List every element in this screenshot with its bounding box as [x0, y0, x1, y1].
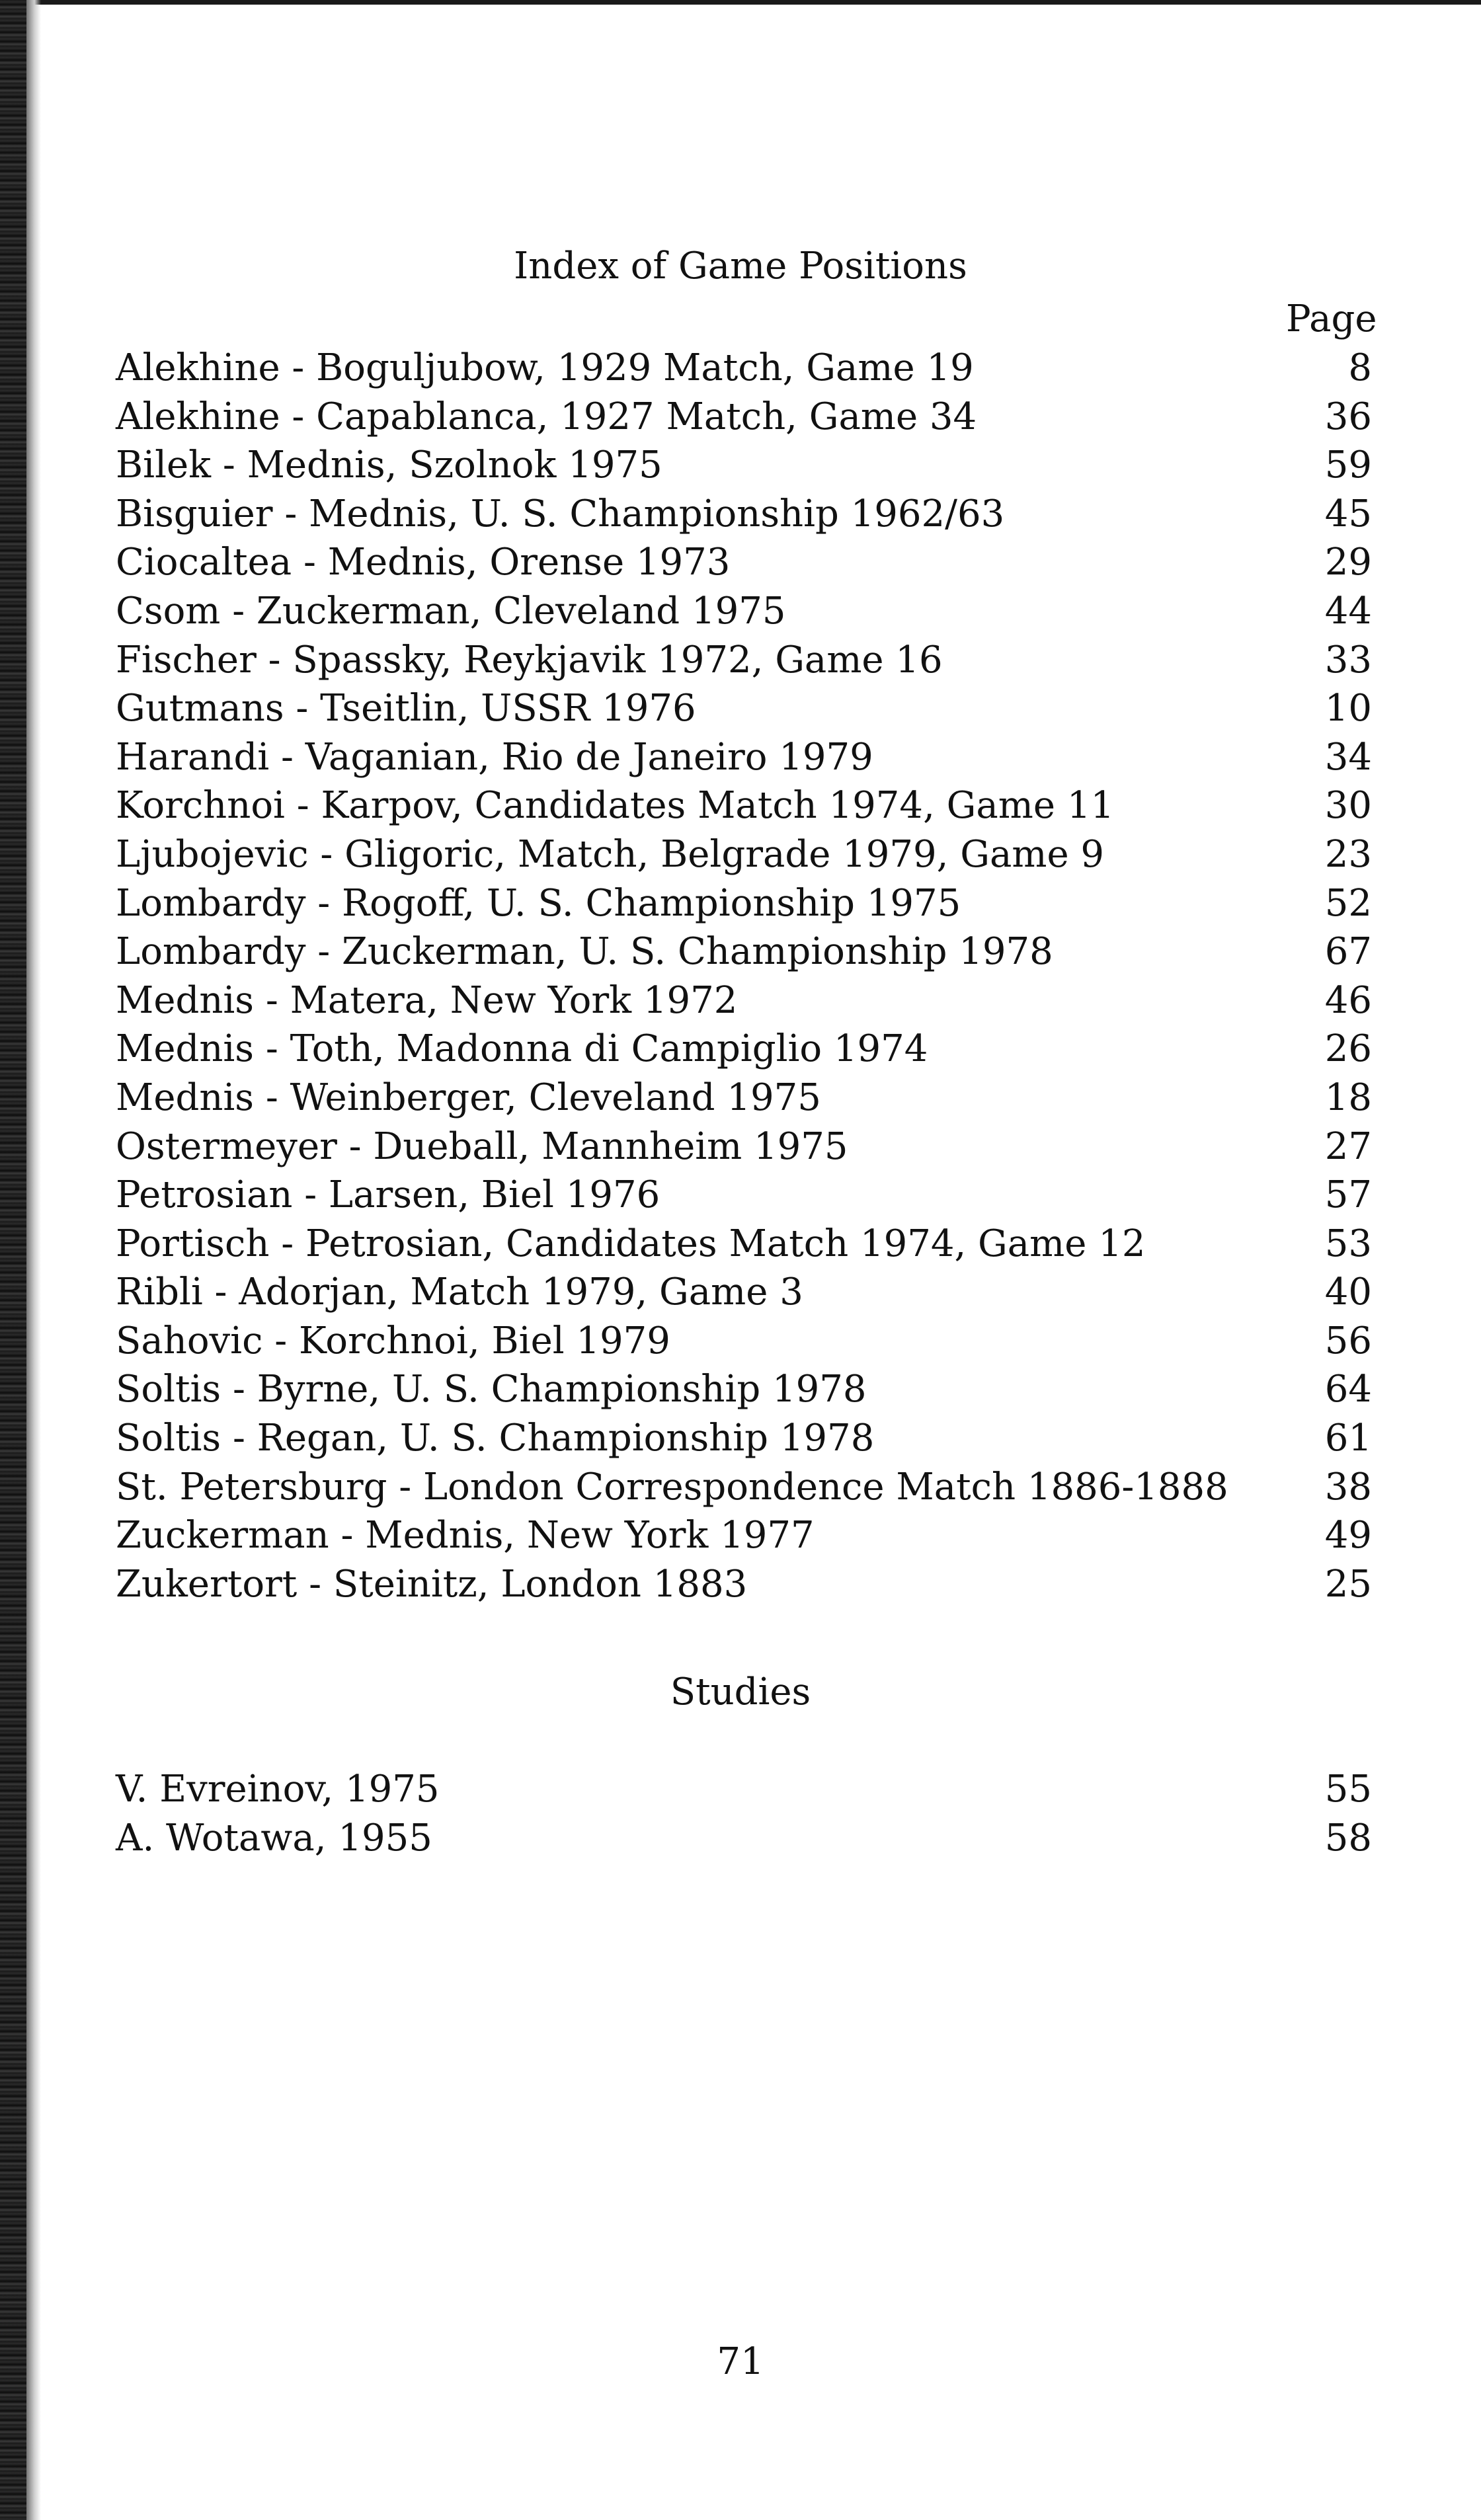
entry-page: 64: [1324, 1368, 1372, 1411]
entry-page: 40: [1324, 1271, 1372, 1314]
list-item: [116, 1511, 1372, 1560]
entry-text: Lombardy - Rogoff, U. S. Championship 1975: [116, 881, 961, 925]
list-item: [116, 490, 1372, 539]
list-item: [116, 1765, 1372, 1814]
entry-text: Mednis - Matera, New York 1972: [116, 978, 738, 1022]
list-item: [116, 1317, 1372, 1366]
entry-page: 10: [1324, 687, 1372, 730]
list-item: [116, 344, 1372, 393]
entry-text: Fischer - Spassky, Reykjavik 1972, Game 16: [116, 638, 943, 682]
entry-text: Csom - Zuckerman, Cleveland 1975: [116, 589, 786, 633]
entry-page: 18: [1324, 1076, 1372, 1119]
entry-text: Alekhine - Capablanca, 1927 Match, Game 34: [116, 395, 977, 438]
list-item: [116, 538, 1372, 587]
list-item: [116, 1268, 1372, 1317]
studies-list: [116, 1765, 1372, 1862]
list-item: [116, 879, 1372, 928]
list-item: [116, 733, 1372, 782]
entry-text: Soltis - Byrne, U. S. Championship 1978: [116, 1368, 867, 1411]
list-item: [116, 927, 1372, 976]
scan-top-edge: [0, 0, 1481, 5]
list-item: [116, 441, 1372, 490]
entry-text: Portisch - Petrosian, Candidates Match 1974, Game 12: [116, 1222, 1146, 1265]
list-item: [116, 1171, 1372, 1220]
list-item: [116, 1025, 1372, 1074]
entry-page: 52: [1324, 881, 1372, 925]
entry-page: 46: [1324, 978, 1372, 1022]
page-column-header: Page: [1286, 297, 1377, 340]
entry-page: 49: [1324, 1514, 1372, 1557]
entry-page: 61: [1324, 1417, 1372, 1460]
entry-page: 38: [1324, 1465, 1372, 1509]
entry-text: Lombardy - Zuckerman, U. S. Championship 1978: [116, 930, 1053, 974]
entry-page: 67: [1324, 930, 1372, 974]
entry-page: 8: [1348, 346, 1372, 389]
list-item: [116, 1122, 1372, 1171]
entry-page: 30: [1324, 784, 1372, 828]
list-item: [116, 1414, 1372, 1463]
entry-page: 26: [1324, 1027, 1372, 1071]
list-item: [116, 1220, 1372, 1269]
entry-page: 53: [1324, 1222, 1372, 1265]
list-item: [116, 393, 1372, 442]
entry-text: Ostermeyer - Dueball, Mannheim 1975: [116, 1124, 848, 1168]
list-item: [116, 1560, 1372, 1609]
entry-page: 29: [1324, 541, 1372, 584]
list-item: [116, 636, 1372, 685]
entry-page: 34: [1324, 735, 1372, 779]
entry-text: Korchnoi - Karpov, Candidates Match 1974, Game 11: [116, 784, 1115, 828]
entry-text: Petrosian - Larsen, Biel 1976: [116, 1173, 660, 1217]
entry-text: Soltis - Regan, U. S. Championship 1978: [116, 1417, 875, 1460]
entry-text: Mednis - Toth, Madonna di Campiglio 1974: [116, 1027, 928, 1071]
list-item: [116, 1463, 1372, 1512]
entry-page: 45: [1324, 492, 1372, 535]
page-number: 71: [717, 2340, 764, 2383]
entry-text: Harandi - Vaganian, Rio de Janeiro 1979: [116, 735, 873, 779]
entry-text: Mednis - Weinberger, Cleveland 1975: [116, 1076, 821, 1119]
entry-text: St. Petersburg - London Correspondence Match 1886-1888: [116, 1465, 1228, 1509]
list-item: [116, 1365, 1372, 1414]
entry-text: Gutmans - Tseitlin, USSR 1976: [116, 687, 696, 730]
list-item: [116, 781, 1372, 830]
entry-page: 33: [1324, 638, 1372, 682]
entry-page: 44: [1324, 589, 1372, 633]
list-item: [116, 976, 1372, 1025]
entry-text: Bilek - Mednis, Szolnok 1975: [116, 444, 662, 487]
game-positions-list: [116, 344, 1372, 1608]
list-item: [116, 1814, 1372, 1863]
entry-text: A. Wotawa, 1955: [116, 1816, 432, 1860]
list-item: [116, 830, 1372, 879]
scan-binding-shadow: [26, 0, 41, 2520]
page-title: Index of Game Positions: [514, 245, 967, 288]
scan-binding-edge: [0, 0, 26, 2520]
entry-page: 58: [1324, 1816, 1372, 1860]
entry-page: 23: [1324, 832, 1372, 876]
entry-text: V. Evreinov, 1975: [116, 1768, 440, 1811]
entry-text: Zuckerman - Mednis, New York 1977: [116, 1514, 815, 1557]
entry-page: 25: [1324, 1562, 1372, 1606]
entry-text: Ljubojevic - Gligoric, Match, Belgrade 1979, Game 9: [116, 832, 1105, 876]
entry-text: Zukertort - Steinitz, London 1883: [116, 1562, 748, 1606]
entry-text: Bisguier - Mednis, U. S. Championship 1962/63: [116, 492, 1005, 535]
entry-page: 27: [1324, 1124, 1372, 1168]
list-item: [116, 1074, 1372, 1122]
entry-page: 57: [1324, 1173, 1372, 1217]
studies-heading: Studies: [670, 1671, 811, 1713]
entry-text: Alekhine - Boguljubow, 1929 Match, Game 19: [116, 346, 974, 389]
entry-page: 59: [1324, 444, 1372, 487]
list-item: [116, 684, 1372, 733]
entry-page: 55: [1324, 1768, 1372, 1811]
entry-text: Ribli - Adorjan, Match 1979, Game 3: [116, 1271, 803, 1314]
entry-text: Sahovic - Korchnoi, Biel 1979: [116, 1319, 670, 1362]
list-item: [116, 587, 1372, 636]
entry-text: Ciocaltea - Mednis, Orense 1973: [116, 541, 731, 584]
entry-page: 56: [1324, 1319, 1372, 1362]
entry-page: 36: [1324, 395, 1372, 438]
